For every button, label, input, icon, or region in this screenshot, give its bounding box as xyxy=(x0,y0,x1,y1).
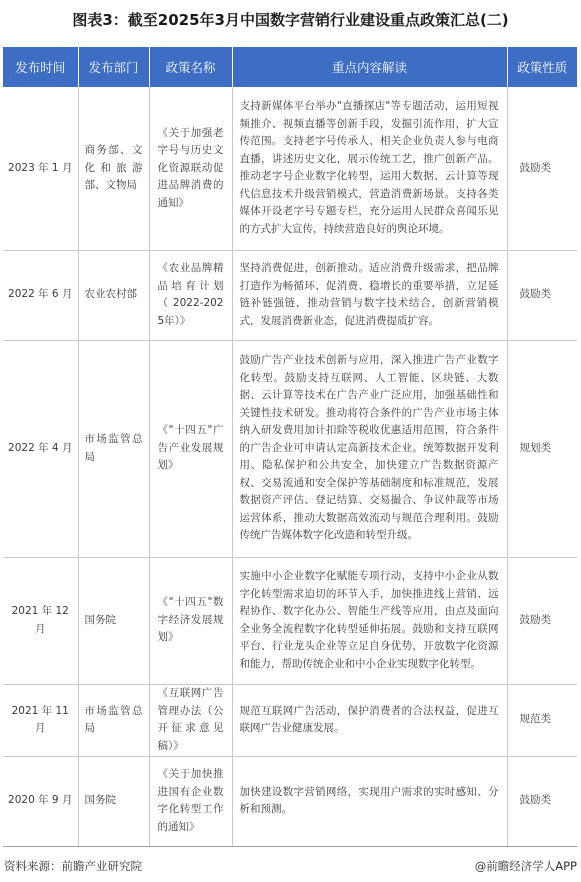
cell-name: 《互联网广告管理办法（公开征求意见稿）》 xyxy=(149,684,232,756)
table-header-row xyxy=(3,47,577,87)
cell-content: 实施中小企业数字化赋能专项行动，支持中小企业从数字化转型需求迫切的环节入手，加快推进线上营销、远程协作、数字化办公、智能生产线等应用，由点及面向全业务全流程数字化转型延伸拓展。鼓励和支持互联网平台、行业龙头企业等立足自身优势，开放数字化资源和能力，帮助传统企业和中小企业实现数字化转型。 xyxy=(232,557,507,684)
cell-content: 支持新媒体平台举办"直播探店"等专题活动，运用短视频推介、视频直播等创新手段，发掘引流作用，扩大宣传范围。支持老字号传承人、相关企业负责人参与电商直播，讲述历史文化，展示传统工艺，推广创新产品。推动老字号企业数字化转型，运用大数据、云计算等现代信息技术升级营销模式，营造消费新场景。支持各类媒体开设老字号专题专栏，充分运用人民群众喜闻乐见的方式扩大宣传，持续营造良好的舆论环境。 xyxy=(232,87,507,250)
policy-table xyxy=(3,47,577,847)
cell-time: 2022 年 4 月 xyxy=(3,340,78,557)
cell-nature: 鼓励类 xyxy=(507,250,577,340)
cell-time: 2020 年 9 月 xyxy=(3,756,78,846)
cell-time: 2021 年 11 月 xyxy=(3,684,78,756)
table-row xyxy=(3,756,577,846)
cell-content: 加快建设数字营销网络，实现用户需求的实时感知、分析和预测。 xyxy=(232,756,507,846)
cell-time: 2022 年 6 月 xyxy=(3,250,78,340)
cell-content: 坚持消费促进，创新推动。适应消费升级需求，把品牌打造作为畅循环、促消费、稳增长的重要举措，立足延链补链强链，推动营销与数字技术结合，创新营销模式，发展消费新业态，促进消费提质扩容。 xyxy=(232,250,507,340)
cell-dept: 国务院 xyxy=(78,557,149,684)
brand-credit: @前瞻经济学人APP xyxy=(474,859,577,873)
header-nature: 政策性质 xyxy=(507,47,577,87)
header-dept: 发布部门 xyxy=(78,47,149,87)
header-time: 发布时间 xyxy=(3,47,78,87)
cell-nature: 鼓励类 xyxy=(507,557,577,684)
page-title: 图表3：截至2025年3月中国数字营销行业建设重点政策汇总(二) xyxy=(72,11,509,29)
table-row xyxy=(3,557,577,684)
table-row xyxy=(3,87,577,250)
cell-time: 2023 年 1 月 xyxy=(3,87,78,250)
cell-name: 《关于加快推进国有企业数字化转型工作的通知》 xyxy=(149,756,232,846)
cell-name: 《"十四五"数字经济发展规划》 xyxy=(149,557,232,684)
cell-content: 鼓励广告产业技术创新与应用，深入推进广告产业数字化转型。鼓励支持互联网、人工智能、区块链、大数据、云计算等技术在广告产业广泛应用，加强基础性和关键性技术研发。推动将符合条件的广告产业市场主体纳入研发费用加计扣除等税收优惠适用范围，符合条件的广告企业可申请认定高新技术企业。统筹数据开发利用、隐私保护和公共安全，加快建立广告数据资源产权、交易流通和安全保护等基础制度和标准规范，发展数据资产评估、登记结算、交易撮合、争议仲裁等市场运营体系，推动大数据高效流动与规范合理利用。鼓励传统广告媒体数字化改造和转型升级。 xyxy=(232,340,507,557)
cell-content: 规范互联网广告活动，保护消费者的合法权益，促进互联网广告业健康发展。 xyxy=(232,684,507,756)
header-name: 政策名称 xyxy=(149,47,232,87)
table-row xyxy=(3,340,577,557)
cell-nature: 鼓励类 xyxy=(507,87,577,250)
cell-nature: 鼓励类 xyxy=(507,756,577,846)
cell-dept: 农业农村部 xyxy=(78,250,149,340)
source-note: 资料来源：前瞻产业研究院 xyxy=(4,859,142,873)
footer xyxy=(0,858,581,878)
cell-dept: 国务院 xyxy=(78,756,149,846)
cell-dept: 市场监管总局 xyxy=(78,684,149,756)
cell-time: 2021 年 12 月 xyxy=(3,557,78,684)
cell-dept: 市场监管总局 xyxy=(78,340,149,557)
cell-nature: 规范类 xyxy=(507,684,577,756)
table-row xyxy=(3,250,577,340)
header-content: 重点内容解读 xyxy=(232,47,507,87)
cell-dept: 商务部、文化和旅游部、文物局 xyxy=(78,87,149,250)
cell-name: 《关于加强老字号与历史文化资源联动促进品牌消费的通知》 xyxy=(149,87,232,250)
cell-name: 《农业品牌精品培育计划（2022-2025年）》 xyxy=(149,250,232,340)
cell-nature: 规划类 xyxy=(507,340,577,557)
table-row xyxy=(3,684,577,756)
cell-name: 《"十四五"广告产业发展规划》 xyxy=(149,340,232,557)
